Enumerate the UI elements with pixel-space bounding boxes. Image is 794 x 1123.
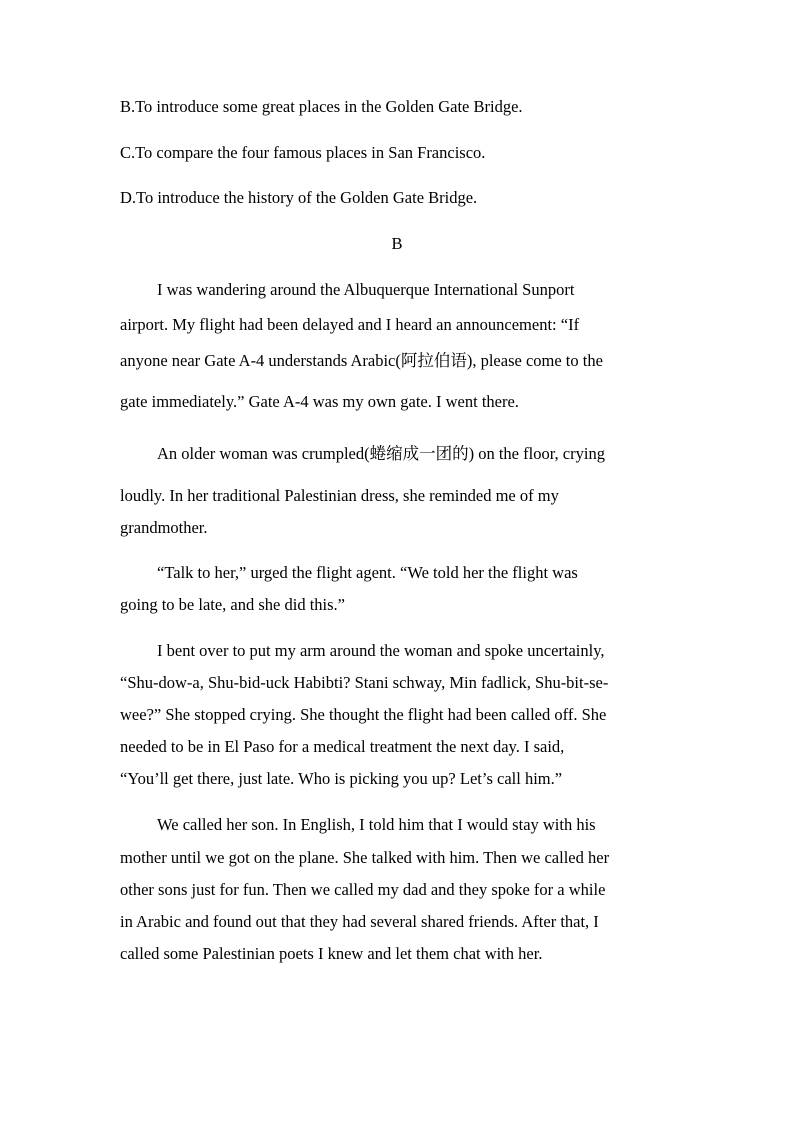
paragraph-4-line: needed to be in El Paso for a medical treatment the next day. I said, bbox=[120, 737, 565, 756]
paragraph-1-line: I was wandering around the Albuquerque International Sunport bbox=[157, 280, 575, 299]
paragraph-2-line: grandmother. bbox=[120, 518, 208, 537]
paragraph-1-line: airport. My flight had been delayed and I heard an announcement: “If bbox=[120, 315, 580, 334]
paragraph-5-line: in Arabic and found out that they had several shared friends. After that, I bbox=[120, 912, 599, 931]
paragraph-4-line: “You’ll get there, just late. Who is picking you up? Let’s call him.” bbox=[120, 769, 563, 788]
paragraph-3-line: “Talk to her,” urged the flight agent. “We told her the flight was bbox=[157, 563, 578, 582]
paragraph-4-line: wee?” She stopped crying. She thought the flight had been called off. She bbox=[120, 705, 607, 724]
option-c: C.To compare the four famous places in San Francisco. bbox=[120, 143, 486, 162]
paragraph-2-line: loudly. In her traditional Palestinian dress, she reminded me of my bbox=[120, 486, 559, 505]
paragraph-4-line: I bent over to put my arm around the woman and spoke uncertainly, bbox=[157, 641, 605, 660]
option-d: D.To introduce the history of the Golden Gate Bridge. bbox=[120, 188, 478, 207]
paragraph-1-line: anyone near Gate A-4 understands Arabic(阿拉伯语), please come to the bbox=[120, 351, 603, 370]
paragraph-5-line: mother until we got on the plane. She talked with him. Then we called her bbox=[120, 848, 610, 867]
paragraph-2-line: An older woman was crumpled(蜷缩成一团的) on the floor, crying bbox=[157, 444, 605, 463]
option-b: B.To introduce some great places in the Golden Gate Bridge. bbox=[120, 97, 523, 116]
paragraph-5-line: other sons just for fun. Then we called my dad and they spoke for a while bbox=[120, 880, 606, 899]
paragraph-5-line: We called her son. In English, I told him that I would stay with his bbox=[157, 815, 596, 834]
paragraph-1-line: gate immediately.” Gate A-4 was my own gate. I went there. bbox=[120, 392, 519, 411]
paragraph-4-line: “Shu-dow-a, Shu-bid-uck Habibti? Stani schway, Min fadlick, Shu-bit-se- bbox=[120, 673, 609, 692]
paragraph-5-line: called some Palestinian poets I knew and let them chat with her. bbox=[120, 944, 543, 963]
section-label: B bbox=[391, 234, 403, 253]
paragraph-3-line: going to be late, and she did this.” bbox=[120, 595, 345, 614]
